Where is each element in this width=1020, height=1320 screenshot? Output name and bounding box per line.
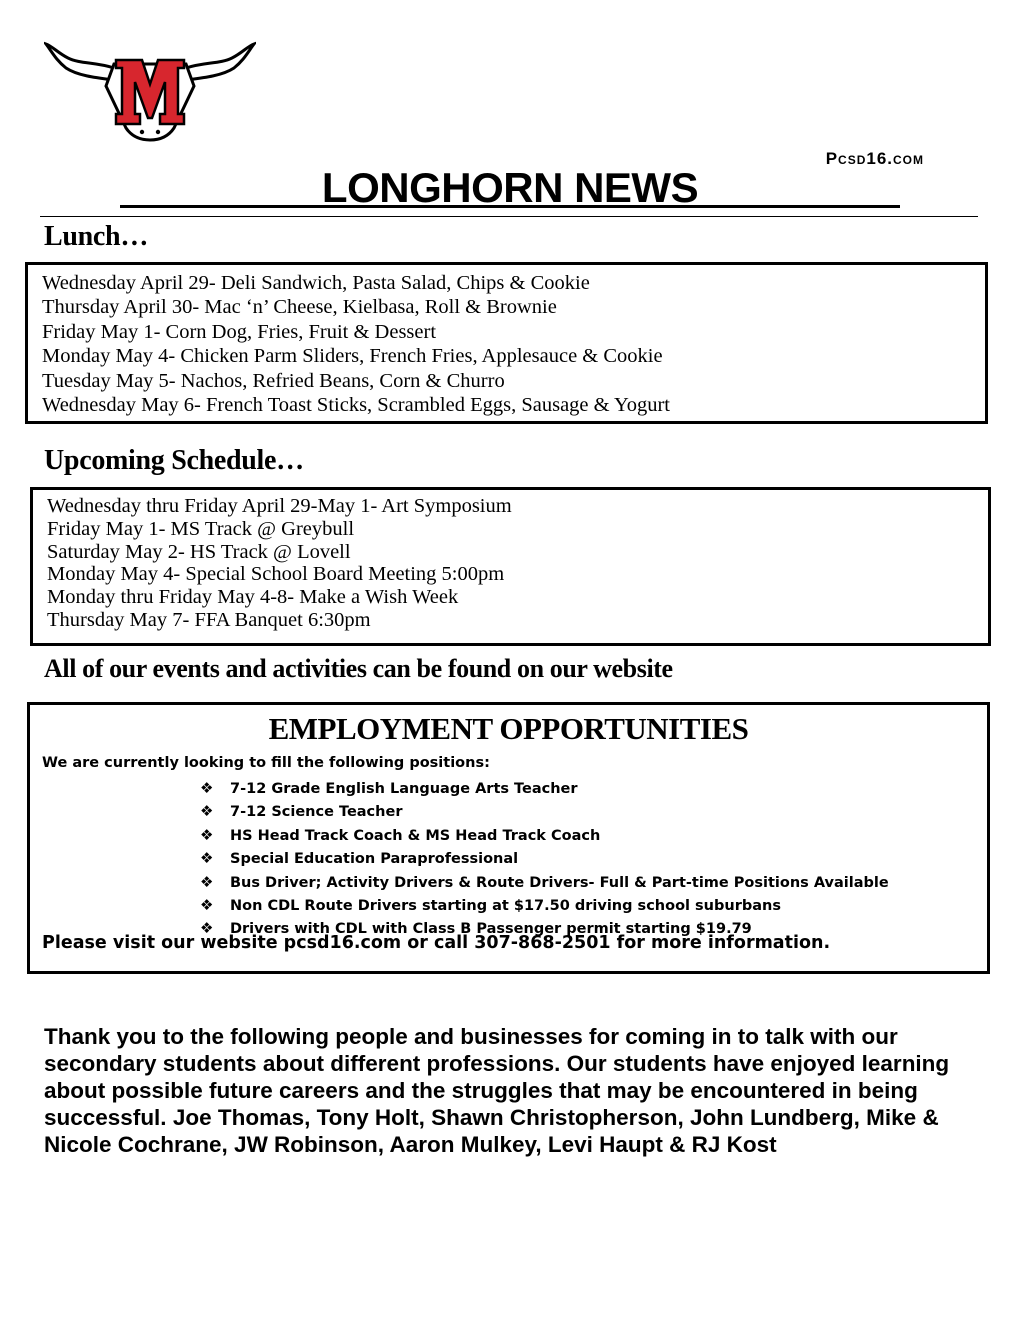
schedule-item: Monday thru Friday May 4-8- Make a Wish Week (47, 586, 459, 609)
positions-list (200, 777, 889, 941)
schedule-item: Monday May 4- Special School Board Meeting 5:00pm (47, 563, 505, 586)
thank-you-paragraph: Thank you to the following people and businesses for coming in to talk with our secondary students about different professions. Our students have enjoyed learning about possible future careers and the struggles that may be encountered in being successful. Joe Thomas, Tony Holt, Shawn Christopherson, John Lundberg, Mike & Nicole Cochrane, JW Robinson, Aaron Mulkey, Levi Haupt & RJ Kost (44, 1024, 950, 1157)
diamond-bullet-icon: ❖ (200, 919, 214, 938)
schedule-heading: Upcoming Schedule… (44, 445, 304, 476)
position-item: ❖ HS Head Track Coach & MS Head Track Coach (200, 824, 889, 847)
events-website-note: All of our events and activities can be found on our website (44, 654, 673, 683)
website-label: Pcsd16.com (825, 149, 924, 168)
position-item: ❖ 7-12 Science Teacher (200, 800, 889, 823)
lunch-heading: Lunch… (44, 221, 149, 252)
employment-intro: We are currently looking to fill the following positions: (42, 755, 490, 771)
lunch-item: Wednesday April 29- Deli Sandwich, Pasta Salad, Chips & Cookie (42, 272, 590, 294)
schedule-item: Thursday May 7- FFA Banquet 6:30pm (47, 608, 371, 631)
diamond-bullet-icon: ❖ (200, 872, 214, 891)
schedule-box (30, 487, 991, 646)
employment-box (27, 702, 990, 974)
position-item: ❖ 7-12 Grade English Language Arts Teacher (200, 777, 889, 800)
diamond-bullet-icon: ❖ (200, 802, 214, 821)
lunch-item: Tuesday May 5- Nachos, Refried Beans, Corn & Churro (42, 369, 505, 392)
diamond-bullet-icon: ❖ (200, 825, 214, 844)
lunch-menu-box (25, 262, 988, 424)
schedule-item: Friday May 1- MS Track @ Greybull (47, 517, 355, 540)
lunch-item: Friday May 1- Corn Dog, Fries, Fruit & Dessert (42, 320, 437, 343)
employment-contact: Please visit our website pcsd16.com or call 307-868-2501 for more information. (42, 933, 831, 953)
schedule-item: Wednesday thru Friday April 29-May 1- Art Symposium (47, 495, 512, 517)
lunch-item: Wednesday May 6- French Toast Sticks, Scrambled Eggs, Sausage & Yogurt (42, 394, 670, 417)
diamond-bullet-icon: ❖ (200, 779, 214, 797)
employment-title: EMPLOYMENT OPPORTUNITIES (268, 711, 749, 746)
left-horn (46, 44, 114, 80)
longhorn-m-logo-icon (44, 38, 256, 146)
lunch-item: Thursday April 30- Mac ‘n’ Cheese, Kielbasa, Roll & Brownie (42, 296, 557, 319)
header-divider (40, 216, 978, 217)
position-item: ❖ Bus Driver; Activity Drivers & Route Drivers- Full & Part-time Positions Available (200, 871, 889, 894)
title-underline (120, 205, 900, 208)
right-horn (186, 44, 254, 80)
newsletter-title: LONGHORN NEWS (321, 164, 699, 211)
position-item: ❖ Special Education Paraprofessional (200, 847, 889, 870)
position-item: ❖ Non CDL Route Drivers starting at $17.50 driving school suburbans (200, 894, 889, 917)
diamond-bullet-icon: ❖ (200, 849, 214, 868)
lunch-item: Monday May 4- Chicken Parm Sliders, French Fries, Applesauce & Cookie (42, 345, 663, 368)
schedule-item: Saturday May 2- HS Track @ Lovell (47, 540, 351, 563)
position-item: ❖ Drivers with CDL with Class B Passenger permit starting $19.79 (200, 917, 889, 940)
diamond-bullet-icon: ❖ (200, 896, 214, 915)
